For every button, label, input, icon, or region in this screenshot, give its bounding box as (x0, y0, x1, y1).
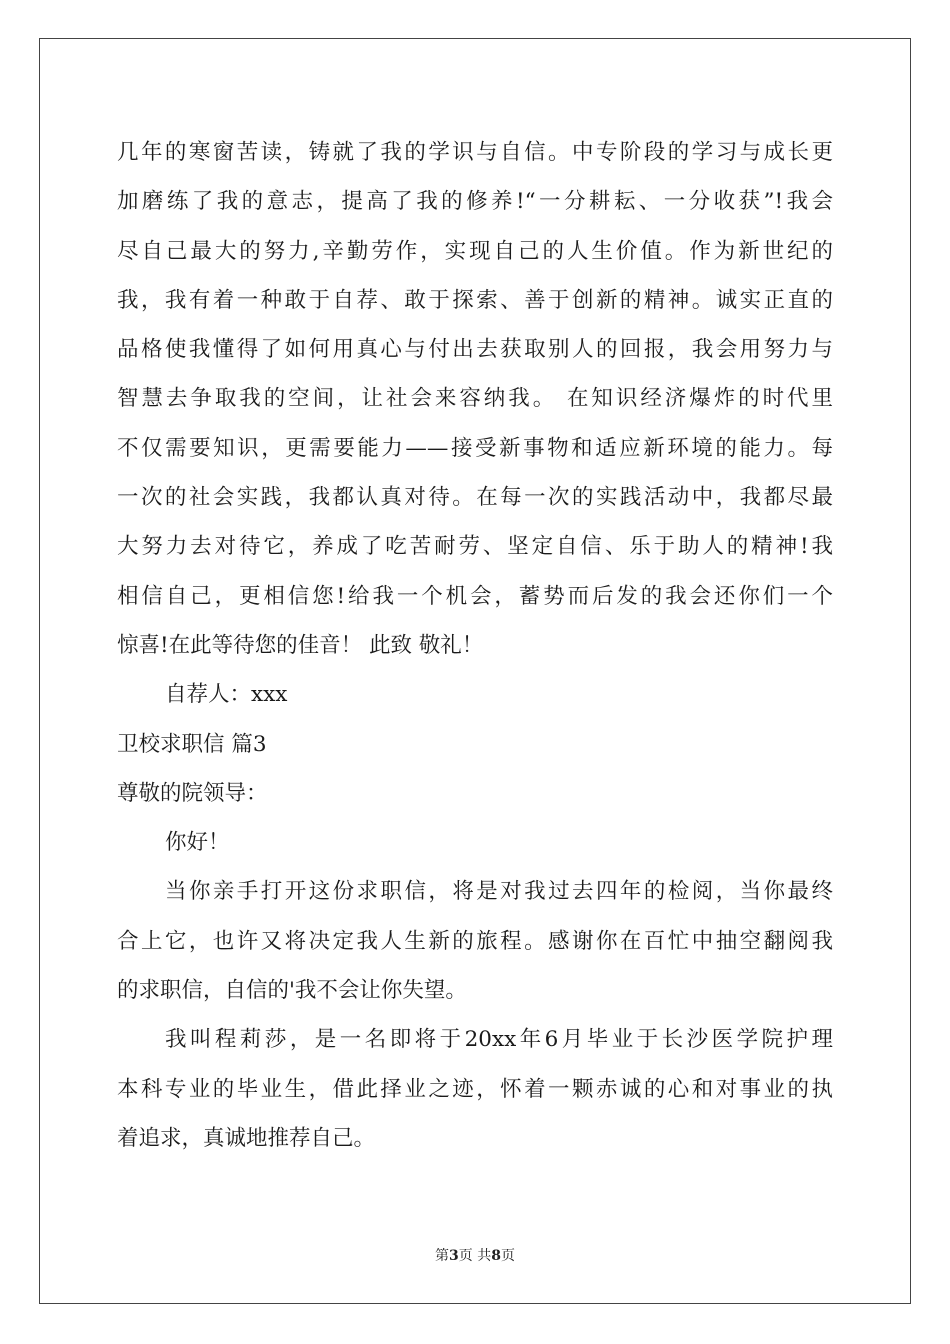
footer-prefix: 第 (435, 1248, 450, 1264)
body-line: 一次的社会实践，我都认真对待。在每一次的实践活动中，我都尽最 (117, 485, 833, 511)
page-footer (0, 1245, 950, 1265)
paragraph-line: 的求职信，自信的'我不会让你失望。 (117, 978, 467, 1004)
body-line: 不仅需要知识，更需要能力——接受新事物和适应新环境的能力。每 (117, 435, 833, 461)
body-line: 加磨练了我的意志，提高了我的修养!“一分耕耘、一分收获”!我会 (117, 189, 833, 215)
paragraph-line: 本科专业的毕业生，借此择业之迹，怀着一颗赤诚的心和对事业的执 (117, 1076, 833, 1102)
body-line: 尽自己最大的努力,辛勤劳作，实现自己的人生价值。作为新世纪的 (117, 238, 833, 264)
document-body (117, 128, 833, 1163)
paragraph-line: 合上它，也许又将决定我人生新的旅程。感谢你在百忙中抽空翻阅我 (117, 928, 833, 954)
total-pages-number: 8 (491, 1248, 501, 1264)
body-line: 品格使我懂得了如何用真心与付出去获取别人的回报，我会用努力与 (117, 337, 833, 363)
paragraph-line: 我叫程莉莎，是一名即将于20xx年6月毕业于长沙医学院护理 (165, 1027, 833, 1053)
section-title: 卫校求职信 篇3 (117, 731, 267, 757)
signature: 自荐人：xxx (165, 682, 288, 708)
footer-middle: 页 共 (458, 1248, 492, 1264)
body-line: 几年的寒窗苦读，铸就了我的学识与自信。中专阶段的学习与成长更 (117, 140, 833, 165)
body-line: 大努力去对待它，养成了吃苦耐劳、坚定自信、乐于助人的精神!我 (117, 534, 833, 560)
paragraph-line: 着追求，真诚地推荐自己。 (117, 1125, 376, 1151)
salutation: 尊敬的院领导： (117, 780, 268, 806)
greeting: 你好！ (165, 830, 230, 856)
current-page-number: 3 (449, 1248, 459, 1264)
body-line: 我，我有着一种敢于自荐、敢于探索、善于创新的精神。诚实正直的 (117, 287, 833, 313)
body-line: 智慧去争取我的空间，让社会来容纳我。 在知识经济爆炸的时代里 (117, 386, 833, 412)
paragraph-line: 当你亲手打开这份求职信，将是对我过去四年的检阅，当你最终 (165, 879, 833, 905)
body-line: 惊喜!在此等待您的佳音！ 此致 敬礼！ (117, 632, 484, 658)
body-line: 相信自己，更相信您!给我一个机会，蓄势而后发的我会还你们一个 (117, 583, 833, 609)
footer-suffix: 页 (500, 1248, 515, 1264)
